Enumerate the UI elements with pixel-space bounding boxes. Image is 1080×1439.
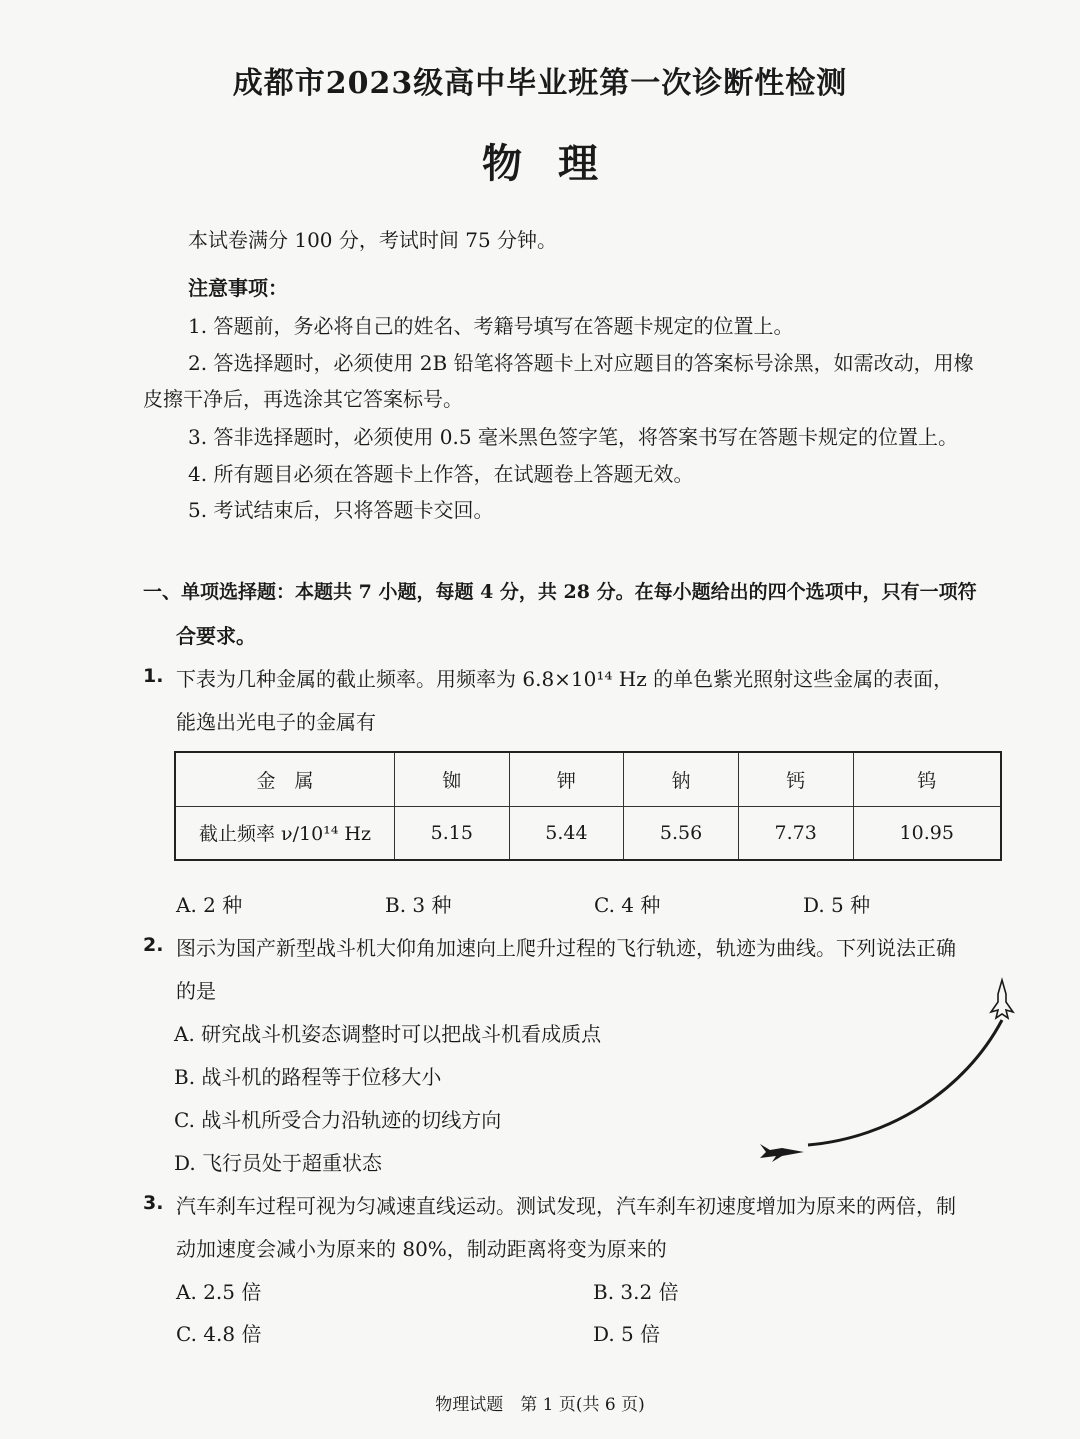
question-text: 汽车刹车过程可视为匀减速直线运动。测试发现，汽车刹车初速度增加为原来的两倍，制 [176, 1194, 956, 1218]
table-row [175, 752, 1001, 806]
option-d: D. 5 倍 [593, 1322, 661, 1346]
question-text: 下表为几种金属的截止频率。用频率为 6.8×10¹⁴ Hz 的单色紫光照射这些金属的表面， [176, 667, 954, 691]
table-header-cell: 钠 [624, 752, 739, 806]
question-text: 的是 [176, 979, 216, 1003]
jet-climbing-icon [991, 980, 1013, 1018]
note-item: 5. 考试结束后，只将答题卡交回。 [188, 498, 494, 522]
page-footer: 物理试题 第 1 页(共 6 页) [435, 1395, 645, 1415]
option-a: A. 2 种 [176, 893, 243, 917]
option-a: A. 研究战斗机姿态调整时可以把战斗机看成质点 [174, 1022, 602, 1046]
cutoff-frequency-table [174, 751, 1002, 861]
table-header-cell: 钨 [853, 752, 1001, 806]
table-cell: 10.95 [853, 806, 1001, 860]
question-number: 1. [143, 665, 164, 687]
table-cell: 5.15 [395, 806, 510, 860]
option-d: D. 5 种 [803, 893, 871, 917]
trajectory-curve-icon [808, 1020, 1002, 1145]
table-header-cell: 金 属 [175, 752, 395, 806]
section-heading-cont: 合要求。 [176, 624, 256, 648]
note-item: 皮擦干净后，再选涂其它答案标号。 [143, 387, 463, 411]
page-title: 成都市2023级高中毕业班第一次诊断性检测 [232, 66, 848, 101]
table-header-cell: 铷 [395, 752, 510, 806]
question-text: 动加速度会减小为原来的 80%，制动距离将变为原来的 [176, 1237, 667, 1261]
option-c: C. 4 种 [594, 893, 661, 917]
flight-trajectory-figure [740, 970, 1040, 1180]
question-number: 2. [143, 934, 164, 956]
note-item: 2. 答选择题时，必须使用 2B 铅笔将答题卡上对应题目的答案标号涂黑，如需改动，用橡 [188, 351, 974, 375]
table-cell: 5.56 [624, 806, 739, 860]
note-item: 3. 答非选择题时，必须使用 0.5 毫米黑色签字笔，将答案书写在答题卡规定的位置上。 [188, 425, 958, 449]
note-item: 1. 答题前，务必将自己的姓名、考籍号填写在答题卡规定的位置上。 [188, 314, 794, 338]
question-text: 图示为国产新型战斗机大仰角加速向上爬升过程的飞行轨迹，轨迹为曲线。下列说法正确 [176, 936, 956, 960]
note-item: 4. 所有题目必须在答题卡上作答，在试题卷上答题无效。 [188, 462, 694, 486]
option-b: B. 战斗机的路程等于位移大小 [174, 1065, 442, 1089]
table-cell: 5.44 [509, 806, 624, 860]
option-b: B. 3 种 [385, 893, 452, 917]
option-c: C. 战斗机所受合力沿轨迹的切线方向 [174, 1108, 502, 1132]
table-header-cell: 钾 [509, 752, 624, 806]
table-header-cell: 钙 [738, 752, 853, 806]
option-a: A. 2.5 倍 [176, 1280, 262, 1304]
notes-heading: 注意事项： [188, 276, 288, 300]
table-cell: 截止频率 ν/10¹⁴ Hz [175, 806, 395, 860]
option-b: B. 3.2 倍 [593, 1280, 679, 1304]
question-number: 3. [143, 1192, 164, 1214]
table-cell: 7.73 [738, 806, 853, 860]
subject-title: 物理 [482, 140, 634, 187]
jet-start-icon [760, 1144, 804, 1162]
section-heading: 一、单项选择题：本题共 7 小题，每题 4 分，共 28 分。在每小题给出的四个选项中，只有一项符 [143, 581, 977, 603]
table-row [175, 806, 1001, 860]
option-c: C. 4.8 倍 [176, 1322, 262, 1346]
question-text: 能逸出光电子的金属有 [176, 710, 376, 734]
option-d: D. 飞行员处于超重状态 [174, 1151, 383, 1175]
exam-intro: 本试卷满分 100 分，考试时间 75 分钟。 [188, 228, 558, 252]
